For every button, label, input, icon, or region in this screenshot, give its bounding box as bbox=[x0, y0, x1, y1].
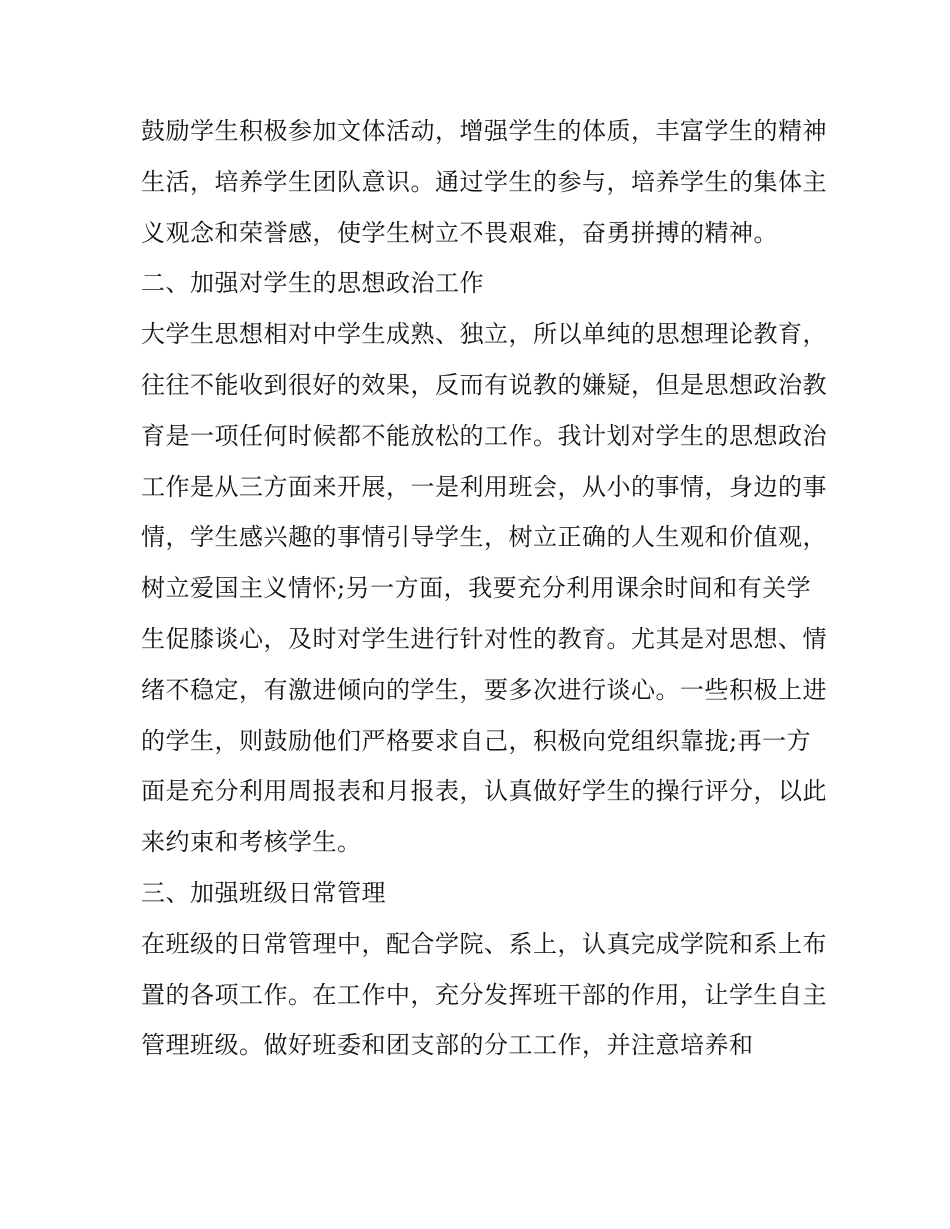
document-body bbox=[141, 106, 831, 1071]
paragraph-daily-management: 在班级的日常管理中，配合学院、系上，认真完成学院和系上布置的各项工作。在工作中，充分发挥班干部的作用，让学生自主管理班级。做好班委和团支部的分工工作，并注意培养和 bbox=[141, 929, 827, 1060]
section-heading-ideological-work: 二、加强对学生的思想政治工作 bbox=[141, 269, 484, 298]
section-heading-daily-management: 三、加强班级日常管理 bbox=[141, 878, 386, 907]
paragraph-sports-activities: 鼓励学生积极参加文体活动，增强学生的体质，丰富学生的精神生活，培养学生团队意识。通过学生的参与，培养学生的集体主义观念和荣誉感，使学生树立不畏艰难，奋勇拼搏的精神。 bbox=[141, 117, 827, 247]
paragraph-ideological-work: 大学生思想相对中学生成熟、独立，所以单纯的思想理论教育，往往不能收到很好的效果，反而有说教的嫌疑，但是思想政治教育是一项任何时候都不能放松的工作。我计划对学生的思想政治工作是从三方面来开展，一是利用班会，从小的事情，身边的事情，学生感兴趣的事情引导学生，树立正确的人生观和价值观，树立爱国主义情怀;另一方面，我要充分利用课余时间和有关学生促膝谈心，及时对学生进行针对性的教育。尤其是对思想、情绪不稳定，有激进倾向的学生，要多次进行谈心。一些积极上进的学生，则鼓励他们严格要求自己，积极向党组织靠拢;再一方面是充分利用周报表和月报表，认真做好学生的操行评分，以此来约束和考核学生。 bbox=[141, 320, 827, 857]
